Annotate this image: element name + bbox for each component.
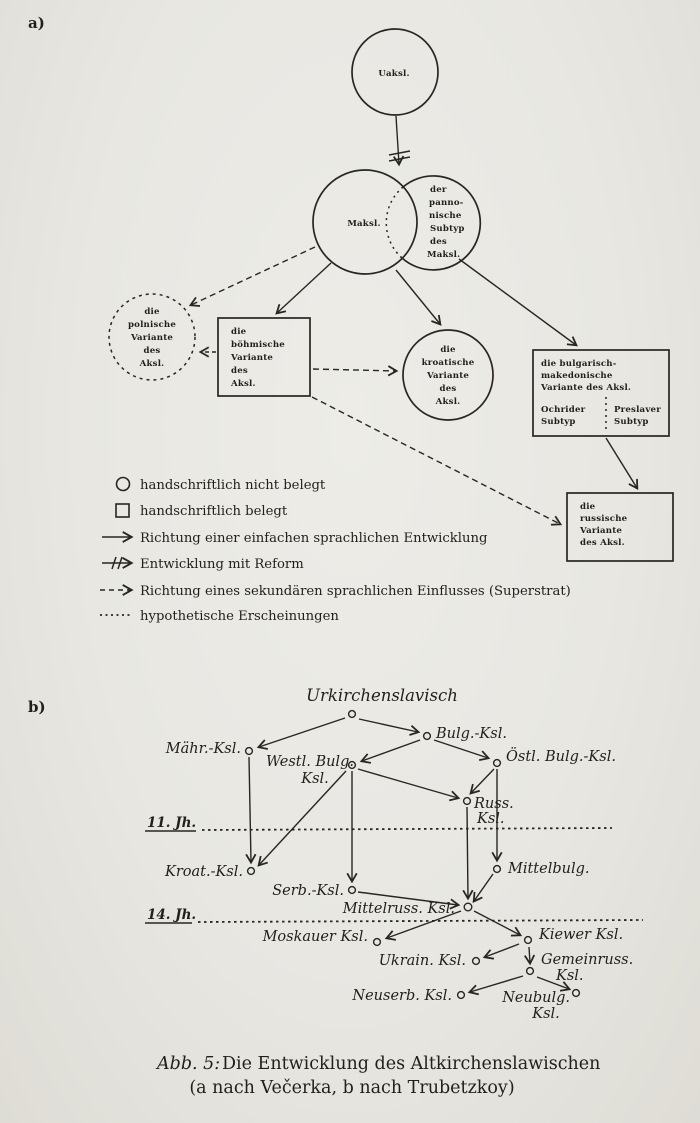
caption: [155, 1054, 600, 1098]
legend-item-2: handschriftlich belegt: [140, 504, 288, 519]
label-oestl-bulg: Östl. Bulg.-Ksl.: [506, 749, 616, 765]
legend-item-6: hypothetische Erscheinungen: [140, 609, 339, 624]
boehmisch-line: böhmische: [231, 340, 285, 350]
kroatisch-line: kroatische: [421, 358, 475, 368]
legend-square-icon: [116, 504, 129, 517]
diagram-b: [28, 686, 643, 1022]
label-kroat: Kroat.-Ksl.: [165, 864, 243, 880]
bulgmak-line: die bulgarisch-: [541, 359, 617, 369]
panel-b-label: b): [28, 698, 46, 716]
jh14-dotted-line: [198, 920, 643, 922]
node-neubulg: [573, 990, 580, 997]
edge-kiewer-gemeinruss: [529, 947, 530, 963]
bulgmak-label: [540, 359, 631, 393]
kroatisch-line: Aksl.: [435, 397, 461, 407]
caption-prefix: Abb. 5:: [157, 1054, 221, 1074]
label-bulg: Bulg.-Ksl.: [436, 726, 507, 742]
superstrat-maksl-polnisch: [191, 247, 315, 305]
russisch-label: [579, 502, 628, 548]
preslaver-line: Preslaver: [614, 405, 661, 415]
label-westl-bulg-2: Ksl.: [301, 771, 329, 787]
legend: [100, 478, 571, 625]
kroatisch-line: Variante: [426, 371, 470, 381]
legend-item-1: handschriftlich nicht belegt: [140, 478, 326, 493]
pannonisch-line: panno-: [429, 198, 464, 208]
polnisch-line: Variante: [130, 333, 174, 343]
node-mittelruss: [464, 903, 472, 911]
russisch-line: die: [580, 502, 596, 512]
edge-urksl-maehr: [259, 718, 345, 747]
label-neuserb: Neuserb. Ksl.: [352, 988, 452, 1004]
diagram-a: [28, 14, 673, 561]
russisch-line: Variante: [580, 526, 623, 536]
label-russ-1: Russ.: [474, 796, 514, 812]
ochrider-label: [541, 405, 586, 427]
label-neubulg-1: Neubulg.: [502, 990, 570, 1006]
superstrat-boehmisch-russisch: [312, 397, 560, 524]
edge-oestl-russ: [471, 769, 494, 793]
label-urkirchenslavisch: Urkirchenslavisch: [306, 686, 458, 705]
label-jh14: 14. Jh.: [147, 907, 197, 923]
edge-mittelruss-kiewer: [474, 911, 520, 935]
caption-subtitle: (a nach Večerka, b nach Trubetzkoy): [189, 1078, 515, 1098]
edge-russ-mittelruss: [467, 807, 468, 898]
node-maehr: [246, 748, 253, 755]
node-serb: [349, 887, 356, 894]
label-gemeinruss-1: Gemeinruss.: [541, 952, 634, 968]
label-russ-2: Ksl.: [477, 811, 505, 827]
label-mittelbulg: Mittelbulg.: [508, 861, 590, 877]
reform-hash-1: [389, 151, 410, 155]
edge-urksl-bulg: [359, 719, 418, 732]
preslaver-label: [614, 405, 661, 427]
boehmisch-line: die: [231, 327, 247, 337]
arrow-maksl-boehmisch: [277, 263, 331, 313]
kroatisch-line: des: [439, 384, 457, 394]
edge-bulg-westl: [362, 740, 420, 761]
russisch-line: des Aksl.: [580, 538, 625, 548]
label-jh11: 11. Jh.: [147, 815, 197, 831]
label-kiewer: Kiewer Ksl.: [539, 927, 624, 943]
polnisch-label: [128, 307, 176, 369]
maksl-label: Maksl.: [347, 219, 381, 229]
pannonisch-hypothetical-arc: [386, 187, 403, 258]
legend-item-3: Richtung einer einfachen sprachlichen Entwicklung: [140, 531, 488, 546]
node-neuserb: [458, 992, 465, 999]
boehmisch-line: des: [231, 366, 248, 376]
label-maehr: Mähr.-Ksl.: [165, 741, 241, 757]
russisch-line: russische: [580, 514, 628, 524]
reform-hash-2: [389, 157, 410, 161]
node-urkirchenslavisch: [349, 711, 356, 718]
ochrider-line: Ochrider: [541, 405, 586, 415]
node-kiewer: [525, 937, 532, 944]
polnisch-line: die: [144, 307, 160, 317]
arrow-maksl-kroatisch: [396, 270, 440, 324]
pannonisch-line: Maksl.: [427, 250, 461, 260]
polnisch-line: Aksl.: [139, 359, 165, 369]
edge-westl-russ: [358, 769, 458, 798]
node-russ: [464, 798, 471, 805]
edge-kiewer-ukrain: [485, 944, 519, 957]
pannonisch-line: des: [430, 237, 447, 247]
polnisch-line: polnische: [127, 320, 177, 330]
pannonisch-line: Subtyp: [430, 224, 465, 234]
node-gemeinruss: [527, 968, 534, 975]
edge-mittelbulg-mittelruss: [474, 874, 493, 901]
panel-a-label: a): [28, 14, 45, 32]
bulgmak-line: makedonische: [541, 371, 613, 381]
legend-item-4: Entwicklung mit Reform: [140, 557, 304, 572]
legend-item-5: Richtung eines sekundären sprachlichen Einflusses (Superstrat): [140, 584, 571, 599]
boehmisch-line: Aksl.: [231, 379, 256, 389]
caption-title: Die Entwicklung des Altkirchenslawischen: [222, 1054, 601, 1074]
label-westl-bulg-1: Westl. Bulg.: [266, 754, 354, 770]
kroatisch-line: die: [440, 345, 456, 355]
node-bulg: [424, 733, 431, 740]
preslaver-line: Subtyp: [614, 417, 649, 427]
node-oestl-bulg: [494, 760, 501, 767]
jh11-dotted-line: [202, 828, 612, 830]
label-mittelruss: Mittelruss. Ksl.: [342, 901, 455, 917]
bulgmak-line: Variante des Aksl.: [541, 383, 632, 393]
label-ukrain: Ukrain. Ksl.: [378, 953, 466, 969]
label-moskauer: Moskauer Ksl.: [262, 929, 368, 945]
pannonisch-label: [427, 185, 465, 260]
reform-arrow: [396, 116, 399, 164]
node-kroat: [248, 868, 255, 875]
node-moskauer: [374, 939, 381, 946]
boehmisch-label: [230, 327, 285, 389]
node-mittelbulg: [494, 866, 501, 873]
label-gemeinruss-2: Ksl.: [556, 968, 584, 984]
label-serb: Serb.-Ksl.: [272, 883, 344, 899]
edge-bulg-oestl: [434, 740, 488, 758]
arrow-maksl-bulgmak: [459, 259, 576, 345]
pannonisch-line: der: [430, 185, 447, 195]
ochrider-line: Subtyp: [541, 417, 576, 427]
node-ukrain: [473, 958, 480, 965]
legend-circle-icon: [117, 478, 130, 491]
arrow-bulgmak-russisch: [606, 438, 637, 488]
uaksl-label: Uaksl.: [378, 69, 410, 79]
label-neubulg-2: Ksl.: [532, 1006, 560, 1022]
kroatisch-label: [422, 345, 475, 407]
superstrat-boehmisch-kroatisch: [313, 369, 396, 371]
boehmisch-line: Variante: [231, 353, 274, 363]
edge-maehr-kroat: [249, 757, 251, 862]
pannonisch-line: nische: [429, 211, 462, 221]
polnisch-line: des: [143, 346, 161, 356]
